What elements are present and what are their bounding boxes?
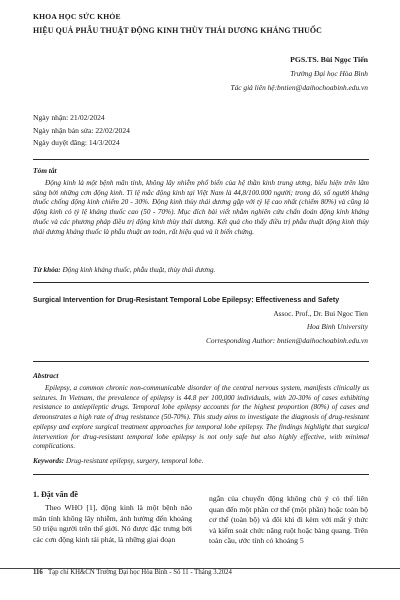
author-name-vn: PGS.TS. Bùi Ngọc Tiến	[290, 55, 368, 64]
abstract-en-body: Epilepsy, a common chronic non-communicable disorder of the central nervous system, manifests clinically as seizures. In Vietnam, the prevalence of epilepsy is 44.8 per 100,000 individuals, with 20-30% of cases exhibiting resistance to antiepileptic drugs. Temporal lobe epilepsy accounts for the highest proportion (80%) of cases and demonstrates a high rate of drug resistance (50-70%). This study aims to investigate the diagnosis of drug-resistant epilepsy and explore surgical treatment approaches for temporal lobe epilepsy. The findings highlight that surgical intervention for drug-resistant temporal lobe epilepsy is not only safe but also highly effective, with minimal complications.	[33, 384, 369, 451]
article-title-vn: HIỆU QUẢ PHẪU THUẬT ĐỘNG KINH THÙY THÁI DƯƠNG KHÁNG THUỐC	[33, 26, 322, 35]
abstract-vn-top-rule	[33, 159, 369, 160]
page-number: 116	[33, 569, 43, 576]
abstract-en-bottom-rule	[33, 474, 369, 475]
date-received: Ngày nhận: 21/02/2024	[33, 113, 105, 122]
keywords-vn-label: Từ khóa:	[33, 266, 61, 274]
keywords-vn-text: Động kinh kháng thuốc, phẫu thuật, thùy thái dương.	[60, 266, 216, 274]
corresponding-author-vn: Tác giả liên hệ:bntien@daihochoabinh.edu.vn	[230, 83, 368, 92]
author-affiliation-vn: Trường Đại học Hòa Bình	[290, 69, 368, 78]
keywords-en-text: Drug-resistant epilepsy, surgery, temporal lobe.	[64, 457, 204, 465]
date-accepted: Ngày duyệt đăng: 14/3/2024	[33, 138, 120, 147]
abstract-vn-body: Động kinh là một bệnh mãn tính, không lây nhiễm phổ biến của hệ thần kinh trung ương, biểu hiện trên lâm sàng bởi những cơn động kinh. Tỉ lệ mắc động kinh tại Việt Nam là 44,8/100.000 người; trong đó, số người kháng thuốc chống động kinh chiếm 20 - 30%. Động kinh thùy thái dương gặp với tỷ lệ cao nhất (chiếm 80%) và cũng là động kinh có tỷ lệ kháng thuốc cao (50 - 70%). Mục đích bài viết nhằm nghiên cứu chẩn đoán động kinh kháng thuốc và các phương pháp điều trị động kinh thùy thái dương. Kết quả cho thấy điều trị phẫu thuật động kinh thùy thái dương kháng thuốc là phẫu thuật an toàn, rất hiệu quả và ít biến chứng.	[33, 179, 369, 236]
keywords-en-label: Keywords:	[33, 457, 65, 465]
abstract-en-heading: Abstract	[33, 371, 59, 380]
author-affiliation-en: Hoa Binh University	[306, 322, 368, 331]
author-name-en: Assoc. Prof., Dr. Bui Ngoc Tien	[273, 309, 368, 318]
section-label: KHOA HỌC SỨC KHỎE	[33, 12, 121, 21]
intro-text-left-column: Theo WHO [1], động kinh là một bệnh não mãn tính không lây nhiễm, ảnh hưởng đến khoảng 50 triệu người trên thế giới. Nó được đặc trưng bởi các cơn động kinh tái phát, là những giai đoạn	[33, 503, 192, 544]
keywords-en	[33, 457, 369, 467]
keywords-vn	[33, 266, 369, 276]
abstract-vn-heading: Tóm tắt	[33, 166, 57, 175]
corresponding-author-en: Corresponding Author: bntien@daihochoabinh.edu.vn	[206, 336, 368, 345]
section-heading-introduction: 1. Đặt vấn đề	[33, 490, 78, 499]
abstract-en-top-rule	[33, 361, 369, 362]
page-footer	[33, 569, 232, 576]
intro-text-right-column: ngắn của chuyển động không chủ ý có thể liên quan đến một phần cơ thể (một phần) hoặc toàn bộ cơ thể (toàn bộ) và đôi khi đi kèm với mất ý thức và kiểm soát chức năng ruột hoặc bàng quang. Trên toàn cầu, ước tính có khoảng 5	[209, 494, 368, 546]
article-dates	[33, 112, 130, 150]
date-revised: Ngày nhận bản sửa: 22/02/2024	[33, 125, 130, 135]
abstract-vn-bottom-rule	[33, 282, 369, 283]
journal-name: Tạp chí KH&CN Trường Đại học Hòa Bình - Số 11 - Tháng 3.2024	[47, 569, 232, 576]
article-title-en: Surgical Intervention for Drug-Resistant Temporal Lobe Epilepsy: Effectiveness and Safety	[33, 296, 340, 304]
